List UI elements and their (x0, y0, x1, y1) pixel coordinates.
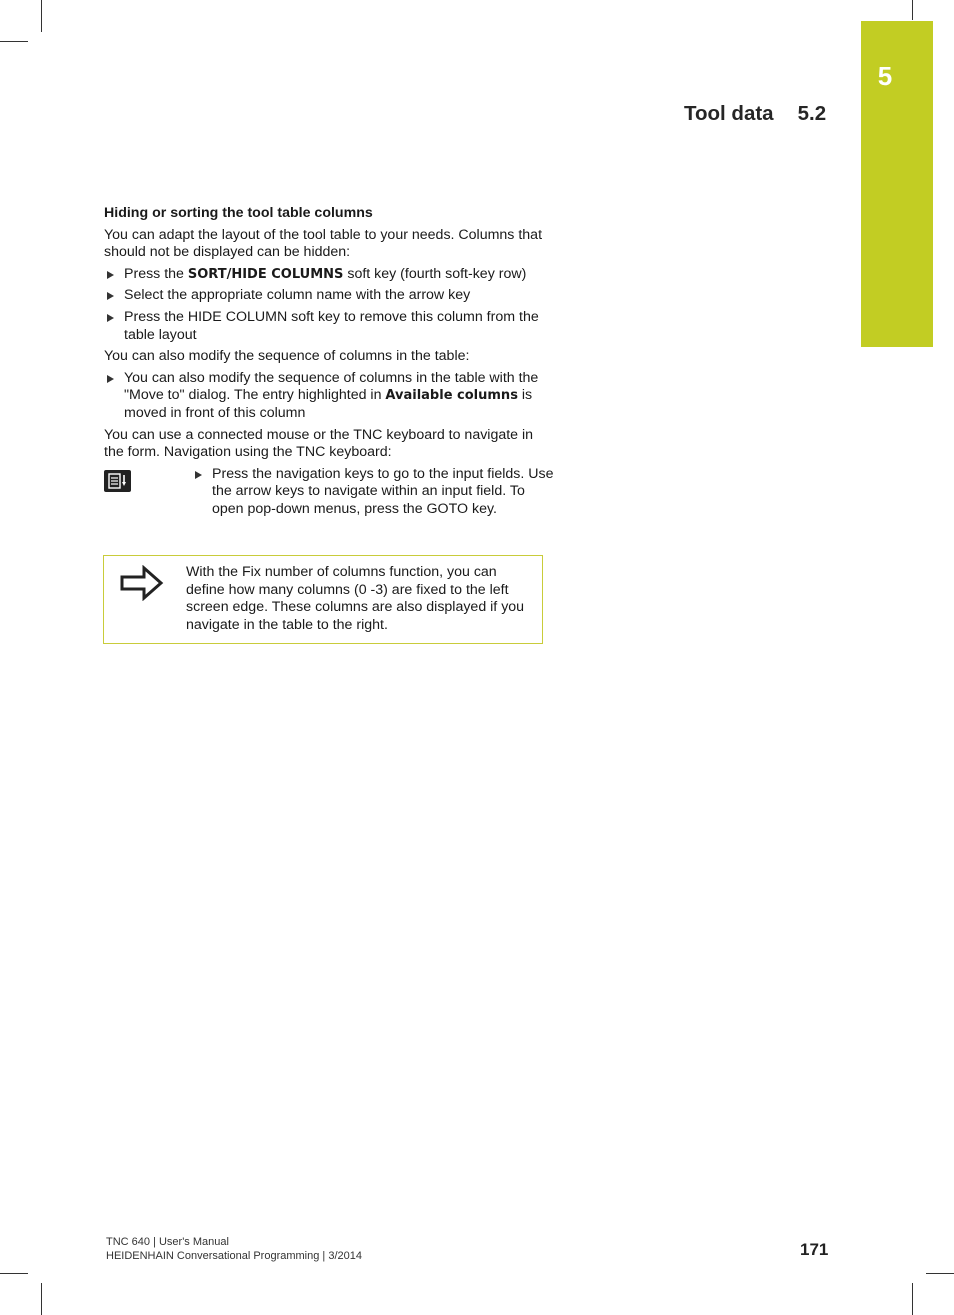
running-header (684, 102, 826, 126)
mouse-intro: You can use a connected mouse or the TNC keyboard to navigate in the form. Navigation using the TNC keyboard: (104, 426, 534, 461)
page-number: 171 (800, 1240, 829, 1259)
section-heading: Hiding or sorting the tool table columns (104, 205, 373, 221)
crop-mark (912, 1283, 913, 1315)
bullet-triangle-icon (107, 314, 114, 322)
sequence-intro: You can also modify the sequence of columns in the table: (104, 348, 470, 365)
list-item: You can also modify the sequence of columns in the table with the "Move to" dialog. The entry highlighted in Available columns is moved in front of this column (104, 370, 544, 423)
bullet-triangle-icon (107, 375, 114, 383)
main-content (104, 205, 554, 556)
note-box (103, 555, 543, 644)
form-navigation-key-icon (104, 470, 131, 492)
bullet-triangle-icon (107, 292, 114, 300)
navigation-step-row (104, 465, 554, 546)
list-item: Press the SORT/HIDE COLUMNS soft key (fourth soft-key row) (104, 266, 544, 284)
crop-mark (41, 0, 42, 32)
chapter-number: 5 (877, 61, 893, 91)
note-text: With the Fix number of columns function, you can define how many columns (0 -3) are fixed to the left screen edge. These columns are also displayed if you navigate in the table to the right. (186, 564, 525, 633)
crop-mark (41, 1283, 42, 1315)
chapter-tab (861, 21, 933, 347)
arrow-right-outline-icon (120, 565, 164, 601)
intro-paragraph: You can adapt the layout of the tool table to your needs. Columns that should not be displayed can be hidden: (104, 226, 543, 261)
crop-mark (0, 41, 28, 42)
list-item: Select the appropriate column name with the arrow key (104, 287, 544, 305)
header-section: 5.2 (797, 102, 827, 125)
bullet-triangle-icon (107, 271, 114, 279)
footer-line-1: TNC 640 | User's Manual (106, 1236, 229, 1248)
footer-info (106, 1235, 362, 1263)
bullet-triangle-icon (195, 471, 202, 479)
list-item: Press the HIDE COLUMN soft key to remove this column from the table layout (104, 309, 544, 344)
footer-line-2: HEIDENHAIN Conversational Programming | 3/2014 (106, 1250, 362, 1262)
softkey-label: SORT/HIDE COLUMNS (187, 266, 344, 282)
crop-mark (0, 1273, 28, 1274)
softkey-label: Available columns (385, 388, 518, 404)
header-title: Tool data (684, 102, 774, 125)
list-item: Press the navigation keys to go to the input fields. Use the arrow keys to navigate within an input field. To open pop-down menus, press the GOTO key. (192, 466, 560, 519)
crop-mark (912, 0, 913, 20)
crop-mark (926, 1273, 954, 1274)
